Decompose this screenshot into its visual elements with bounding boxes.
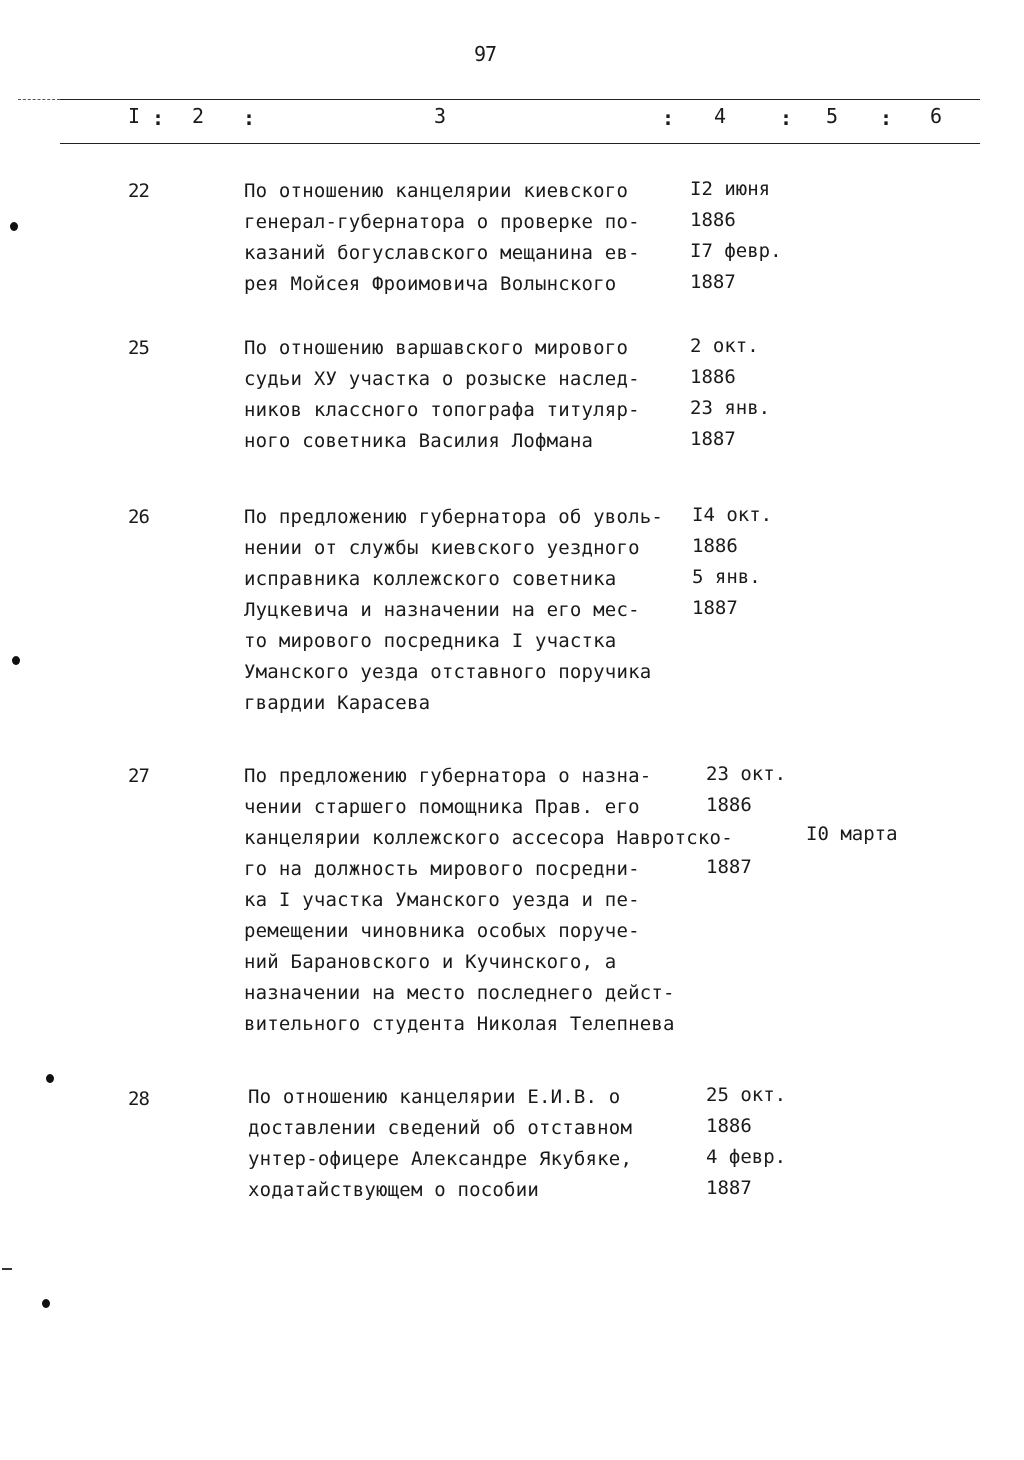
start-year: 1886 [706, 1115, 752, 1137]
punch-hole [46, 1074, 54, 1083]
description-line: По предложению губернатора о назна- [244, 765, 652, 787]
column-header-3: 3 [434, 104, 447, 128]
end-date: 4 февр. [706, 1146, 787, 1168]
start-year: 1886 [692, 535, 738, 557]
entry-number: 27 [128, 765, 149, 787]
column-header-2: 2 [192, 104, 205, 128]
end-date [706, 821, 786, 852]
start-date: 23 окт. [706, 763, 787, 785]
end-year: 1887 [706, 856, 752, 878]
column-separator: : [880, 106, 893, 130]
description-line: судьи ХУ участка о розыске наслед- [244, 368, 640, 390]
description-line: канцелярии коллежского ассесора Навротско- [244, 827, 733, 849]
end-year: 1887 [692, 597, 738, 619]
description-line: доставлении сведений об отставном [248, 1117, 633, 1139]
column-separator: : [243, 106, 256, 130]
column-separator: : [152, 106, 165, 130]
start-date: I4 окт. [692, 504, 773, 526]
column-header-6: 6 [930, 104, 943, 128]
start-year: 1886 [706, 794, 752, 816]
description-line: ников классного топографа титуляр- [244, 399, 640, 421]
entry-dates [706, 1080, 786, 1204]
punch-hole [12, 656, 20, 665]
description-line: назначении на место последнего дейст- [244, 982, 675, 1004]
margin-rule-stub [18, 99, 60, 100]
description-line: ходатайствующем о пособии [248, 1179, 539, 1201]
start-year: 1886 [690, 366, 736, 388]
description-line: По отношению канцелярии Е.И.В. о [248, 1086, 621, 1108]
page-number: 97 [474, 42, 497, 66]
description-line: По отношению канцелярии киевского [244, 180, 629, 202]
column-header-5: 5 [826, 104, 839, 128]
start-date: 2 окт. [690, 335, 759, 357]
description-line: нении от службы киевского уездного [244, 537, 640, 559]
entry-description [244, 502, 663, 719]
end-year: 1887 [690, 428, 736, 450]
header-top-rule [60, 99, 980, 100]
entry-description [244, 176, 640, 300]
entry-dates [690, 331, 770, 455]
description-line: исправника коллежского советника [244, 568, 617, 590]
entry-col5-date: I0 марта [806, 823, 898, 845]
start-date: 25 окт. [706, 1084, 787, 1106]
description-line: вительного студента Николая Телепнева [244, 1013, 675, 1035]
punch-hole [42, 1299, 50, 1308]
entry-description [244, 761, 733, 1040]
end-year: 1887 [706, 1177, 752, 1199]
description-line: чении старшего помощника Прав. его [244, 796, 640, 818]
column-header-1: I [128, 104, 141, 128]
start-year: 1886 [690, 209, 736, 231]
description-line: казаний богуславского мещанина ев- [244, 242, 640, 264]
end-date: 23 янв. [690, 397, 771, 419]
header-bottom-rule [60, 143, 980, 144]
entry-dates [690, 174, 782, 298]
end-year: 1887 [690, 271, 736, 293]
entry-number: 26 [128, 506, 149, 528]
description-line: Луцкевича и назначении на его мес- [244, 599, 640, 621]
punch-hole [10, 222, 18, 231]
entry-dates [706, 759, 786, 883]
column-header-4: 4 [714, 104, 727, 128]
entry-description [244, 333, 640, 457]
entry-dates [692, 500, 772, 624]
entry-number: 22 [128, 180, 149, 202]
end-date: I7 февр. [690, 240, 782, 262]
description-line: ний Барановского и Кучинского, а [244, 951, 617, 973]
entry-description [248, 1082, 632, 1206]
entry-number: 28 [128, 1088, 149, 1110]
description-line: гвардии Карасева [244, 692, 431, 714]
description-line: ка I участка Уманского уезда и пе- [244, 889, 640, 911]
description-line: По предложению губернатора об уволь- [244, 506, 664, 528]
description-line: то мирового посредника I участка [244, 630, 617, 652]
description-line: го на должность мирового посредни- [244, 858, 640, 880]
description-line: ремещении чиновника особых поруче- [244, 920, 640, 942]
entry-number: 25 [128, 337, 149, 359]
description-line: рея Мойсея Фроимовича Волынского [244, 273, 617, 295]
description-line: Уманского уезда отставного поручика [244, 661, 652, 683]
column-separator: : [662, 106, 675, 130]
description-line: ного советника Василия Лофмана [244, 430, 594, 452]
description-line: генерал-губернатора о проверке по- [244, 211, 640, 233]
column-separator: : [780, 106, 793, 130]
start-date: I2 июня [690, 178, 771, 200]
margin-mark [2, 1268, 12, 1270]
description-line: унтер-офицере Александре Якубяке, [248, 1148, 633, 1170]
description-line: По отношению варшавского мирового [244, 337, 629, 359]
end-date: 5 янв. [692, 566, 761, 588]
